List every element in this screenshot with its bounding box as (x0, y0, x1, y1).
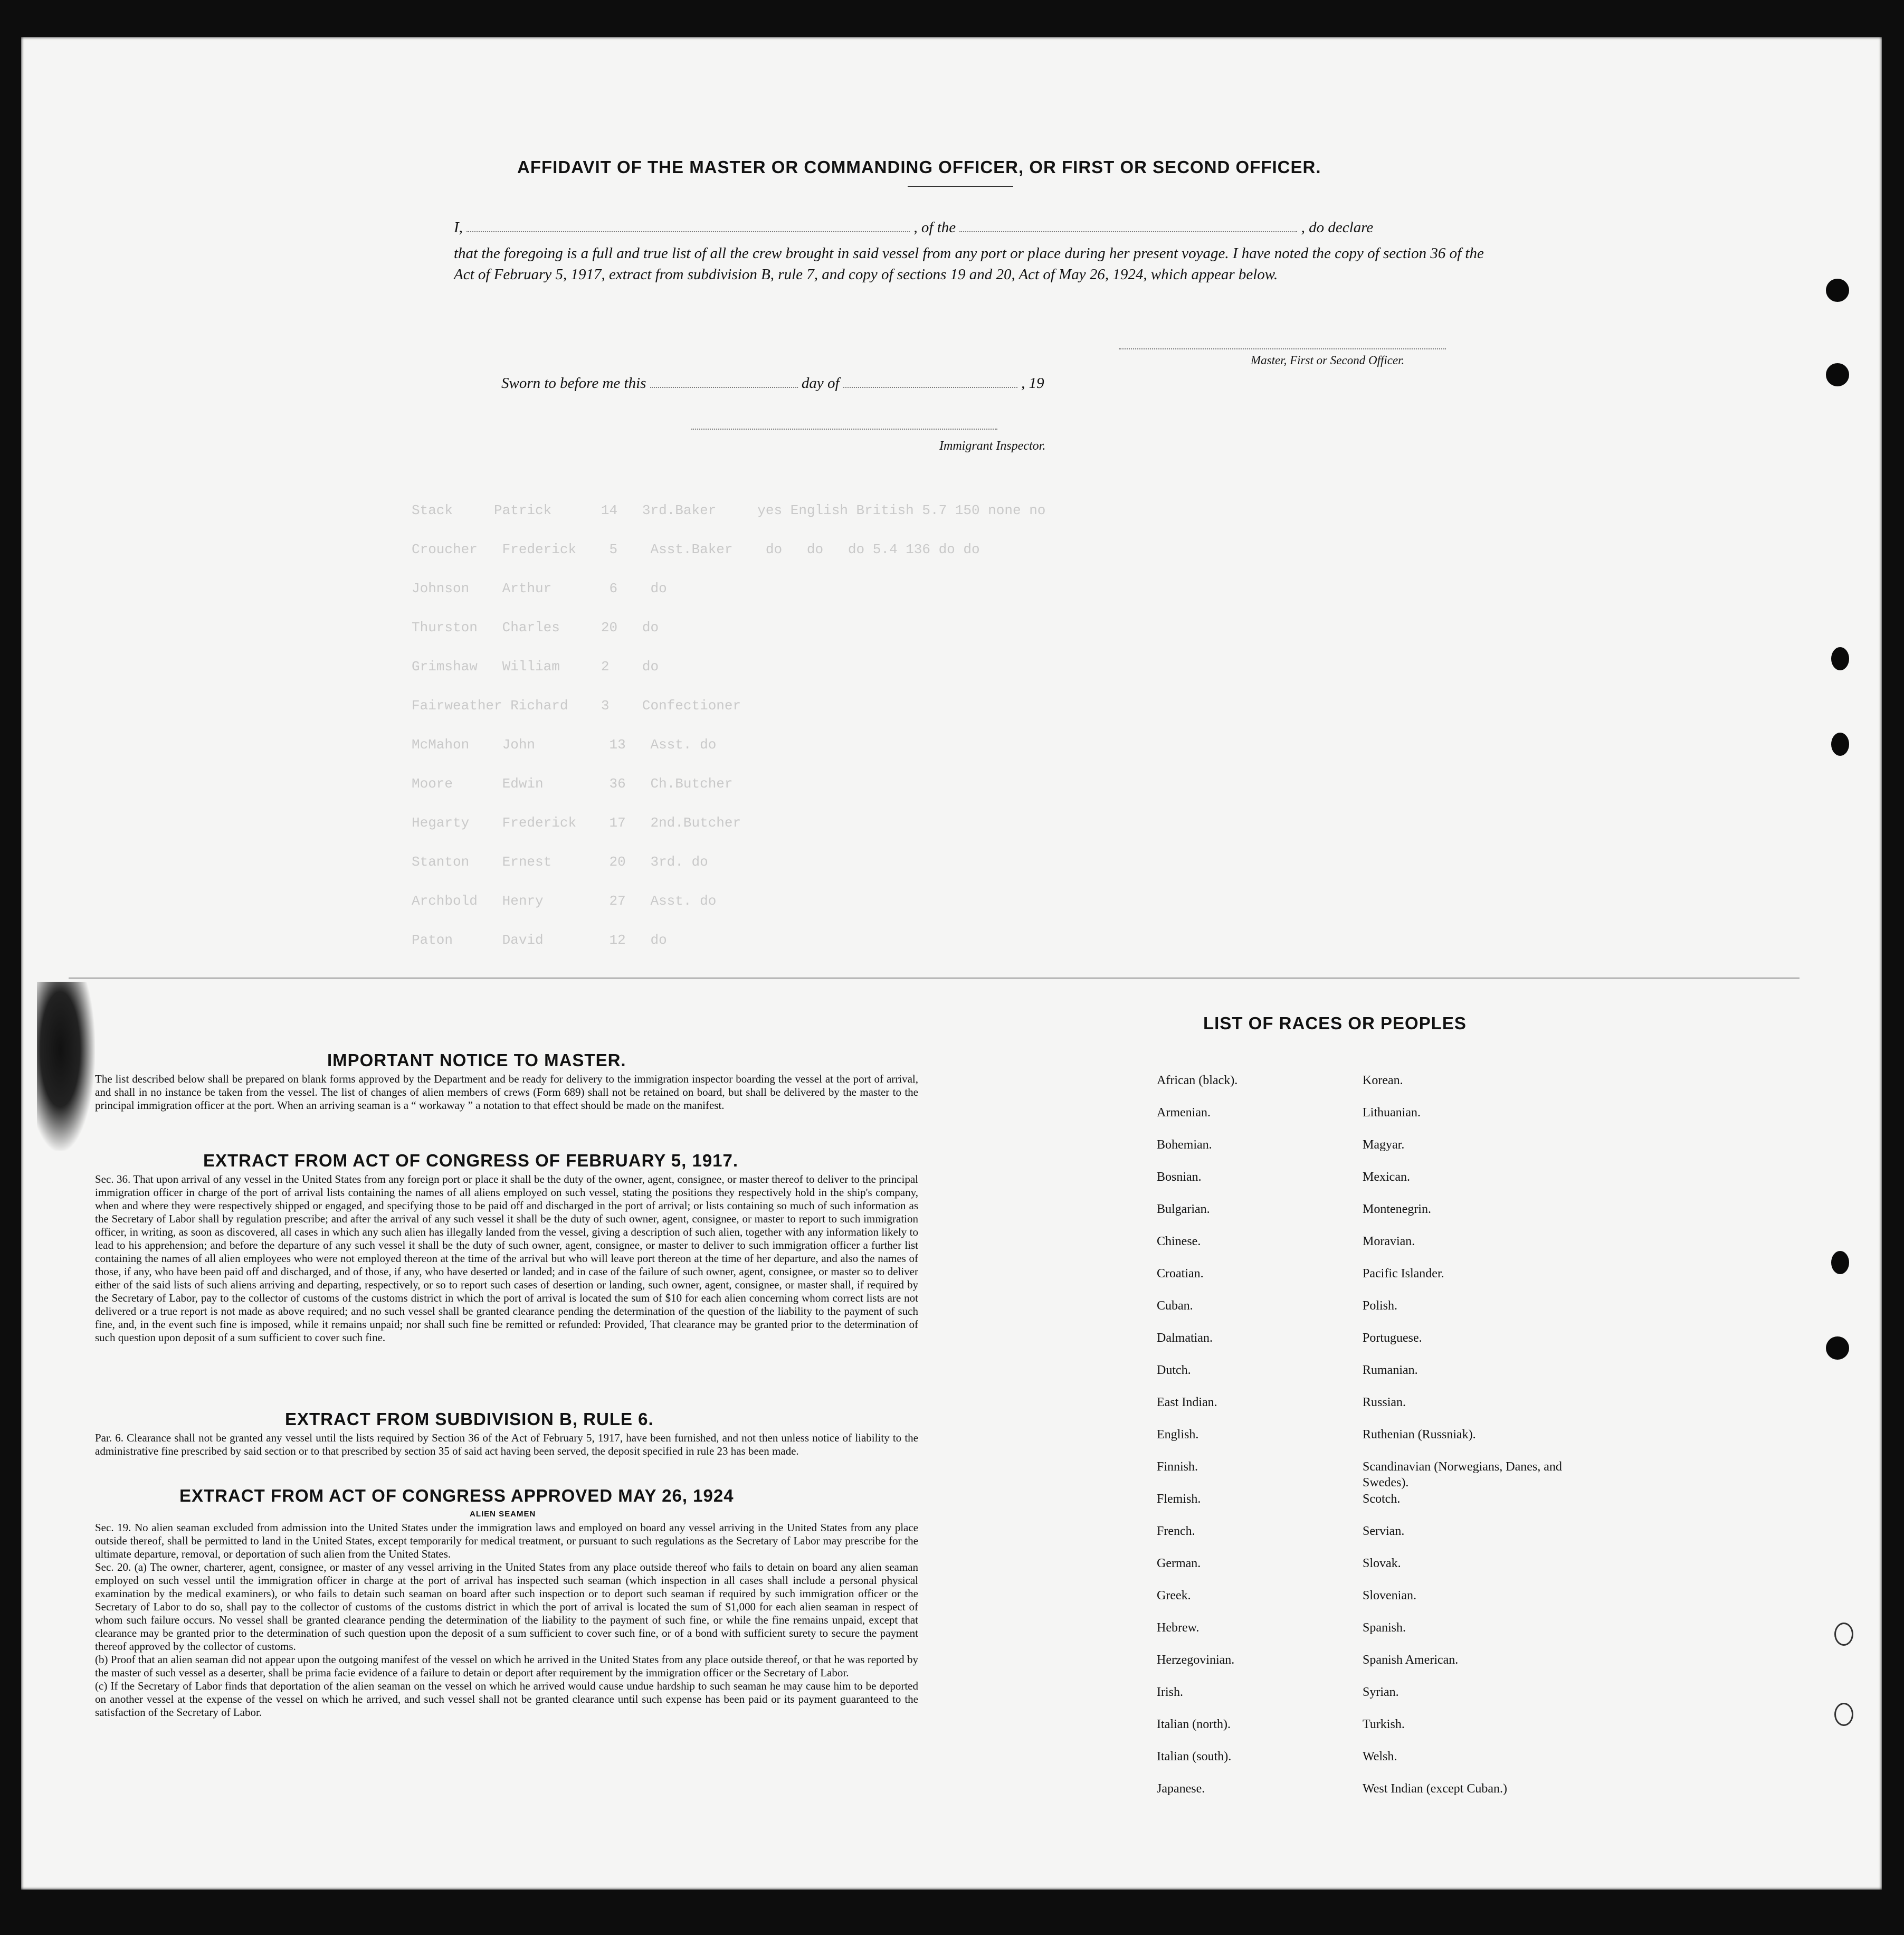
race-item: Finnish. (1157, 1460, 1198, 1474)
binder-hole (1831, 647, 1849, 670)
race-item: Mexican. (1363, 1170, 1410, 1184)
race-item: Servian. (1363, 1524, 1405, 1538)
master-signature-line[interactable] (1119, 348, 1446, 349)
binder-hole (1831, 733, 1849, 756)
affidavit-title: AFFIDAVIT OF THE MASTER OR COMMANDING OFFICER, OR FIRST OR SECOND OFFICER. (517, 157, 1321, 177)
race-item: Montenegrin. (1363, 1202, 1431, 1216)
inspector-label: Immigrant Inspector. (939, 439, 1046, 453)
affidavit-body: that the foregoing is a full and true list of all the crew brought in said vessel from any port or place during her present voyage. I have noted the copy of section 36 of the Act of February 5, 1917, extract from subdivision B, rule 7, and copy of sections 19 and 20, Act of May 26, 1924, which appear below. (454, 245, 1484, 283)
race-item: Bulgarian. (1157, 1202, 1210, 1216)
name-field[interactable] (467, 231, 910, 232)
document-sheet (21, 37, 1882, 1890)
rule6-title: EXTRACT FROM SUBDIVISION B, RULE 6. (285, 1409, 654, 1429)
notice-title: IMPORTANT NOTICE TO MASTER. (327, 1050, 626, 1070)
inspector-signature-line[interactable] (691, 429, 997, 430)
race-item: Slovak. (1363, 1557, 1401, 1570)
sec-20b: (b) Proof that an alien seaman did not appear upon the outgoing manifest of the vessel on which he arrived in the United States from any place outside thereof, or that he was reported by the master of such vessel as a deserter, shall be prima facie evidence of a failure to detain or deport after requirement by the immigration officer or the Secretary of Labor. (95, 1653, 918, 1679)
race-item: Pacific Islander. (1363, 1267, 1444, 1280)
race-item: Greek. (1157, 1589, 1191, 1602)
section-divider (69, 978, 1800, 979)
race-item: Bohemian. (1157, 1138, 1212, 1152)
sec-20c: (c) If the Secretary of Labor finds that deportation of the alien seaman on the vessel on which he arrived would cause undue hardship to such seaman he may cause him to be deported on another vessel at the expense of the vessel on which he arrived, and such vessel shall not be granted clearance until such expense has been paid or its payment guaranteed to the satisfaction of the Secretary of Labor. (95, 1680, 918, 1719)
day-field[interactable] (650, 387, 798, 388)
race-item: Lithuanian. (1363, 1106, 1421, 1120)
label-of-the: , of the (913, 219, 956, 236)
races-title: LIST OF RACES OR PEOPLES (1203, 1013, 1467, 1033)
sworn-line (501, 375, 1044, 392)
label-i: I, (454, 219, 463, 236)
vessel-field[interactable] (959, 231, 1297, 232)
race-item: East Indian. (1157, 1396, 1217, 1409)
notice-body: The list described below shall be prepared on blank forms approved by the Department and be ready for delivery to the immigration inspector boarding the vessel at the port of arrival, and shall in no instance be taken from the vessel. The list of changes of alien members of crews (Form 689) shall not be retained on board, but shall be delivered by the master to the principal immigration officer at the port. When an arriving seaman is a “ workaway ” a notation to that effect should be made on the manifest. (95, 1073, 918, 1112)
races-left-column (1157, 1073, 1347, 1813)
race-item: Chinese. (1157, 1235, 1201, 1248)
race-item: Syrian. (1363, 1685, 1399, 1699)
sec-20a: Sec. 20. (a) The owner, charterer, agent, consignee, or master of any vessel arriving in the United States from any place outside thereof who fails to detain on board any alien seaman employed on such vessel until the immigration officer in charge at the port of arrival has inspected such seaman (which inspection in all cases shall include a personal physical examination by the medical examiners), or who fails to detain such seaman on board after such inspection or to deport such seaman if required by such immigration officer or the Secretary of Labor to do so, shall pay to the collector of customs of the customs district in which the port of arrival is located the sum of $1,000 for each alien seaman in respect of whom such failure occurs. No vessel shall be granted clearance pending the determination of the liability to the payment of such fine, or while the fine remains unpaid, except that clearance may be granted prior to the determination of such question upon the deposit of a sum sufficient to cover such fine, or of a bond with sufficient surety to secure the payment thereof approved by the collector of customs. (95, 1561, 918, 1653)
race-item: French. (1157, 1524, 1195, 1538)
race-item: Rumanian. (1363, 1363, 1418, 1377)
race-item: Moravian. (1363, 1235, 1415, 1248)
extract-1917-body: Sec. 36. That upon arrival of any vessel in the United States from any foreign port or place it shall be the duty of the owner, agent, consignee, or master thereof to deliver to the principal immigration officer in charge of the port of arrival lists containing the names of all aliens employed on such vessel, stating the positions they respectively hold in the ship's company, when and where they were respectively shipped or engaged, and specifying those to be paid off and discharged in the port of arrival; or lists containing so much of such information as the Secretary of Labor shall by regulation prescribe; and after the arrival of any such vessel it shall be the duty of such owner, agent, consignee, or master to report to such immigration officer, in writing, as soon as discovered, all cases in which any such alien has illegally landed from the vessel, giving a description of such alien, together with any information likely to lead to his apprehension; and before the departure of any such vessel it shall be the duty of such owner, agent, consignee, or master to deliver to such immigration officer a further list containing the names of all alien employees who were not employed thereon at the time of the arrival but who will leave port thereon at the time of her departure, and also the names of those, if any, who have been paid off and discharged, and of those, if any, who have deserted or landed; and in case of the failure of such owner, agent, consignee, or master so to deliver either of the said lists of such aliens arriving and departing, respectively, or so to report such cases of desertion or landing, such owner, agent, consignee, or master shall, if required by the Secretary of Labor, pay to the collector of customs of the customs district in which the port of arrival is located the sum of $10 for each alien concerning whom correct lists are not delivered or a true report is not made as above required; and no such vessel shall be granted clearance pending the determination of the question of the liability to the payment of such fine, and, in the event such fine is imposed, while it remains unpaid; nor shall such fine be remitted or refunded: Provided, That clearance may be granted prior to the determination of such question upon deposit of a sum sufficient to cover such fine. (95, 1173, 918, 1344)
race-item: Scandinavian (Norwegians, Danes, and Swedes). (1363, 1460, 1562, 1490)
race-item: Magyar. (1363, 1138, 1405, 1152)
race-item: Portuguese. (1363, 1331, 1422, 1345)
binder-hole (1826, 1336, 1849, 1360)
race-item: African (black). (1157, 1074, 1238, 1087)
race-item: Cuban. (1157, 1299, 1193, 1313)
sec-19: Sec. 19. No alien seaman excluded from admission into the United States under the immigration laws and employed on board any vessel arriving in the United States from any place outside thereof, shall be permitted to land in the United States, except temporarily for medical treatment, or pursuant to such regulations as the Secretary of Labor may prescribe for the ultimate departure, removal, or deportation of such alien from the United States. (95, 1521, 918, 1560)
race-item: Armenian. (1157, 1106, 1211, 1120)
race-item: Bosnian. (1157, 1170, 1202, 1184)
race-item: Ruthenian (Russniak). (1363, 1428, 1476, 1441)
race-item: Scotch. (1363, 1492, 1401, 1506)
race-item: Russian. (1363, 1396, 1406, 1409)
rule6-body: Par. 6. Clearance shall not be granted any vessel until the lists required by Section 36 of the Act of February 5, 1917, have been furnished, and not then unless notice of liability to the administrative fine prescribed by said section or to that prescribed by section 35 of said act having been served, the deposit specified in rule 23 has been made. (95, 1431, 918, 1457)
race-item: German. (1157, 1557, 1201, 1570)
race-item: West Indian (except Cuban.) (1363, 1782, 1507, 1796)
binder-hole (1834, 1623, 1853, 1646)
ink-blot (37, 982, 95, 1151)
race-item: Italian (south). (1157, 1750, 1232, 1763)
race-item: Dalmatian. (1157, 1331, 1213, 1345)
race-item: English. (1157, 1428, 1199, 1441)
month-field[interactable] (843, 387, 1017, 388)
label-do-declare: , do declare (1301, 219, 1374, 236)
affidavit-line1 (454, 219, 1499, 236)
race-item: Herzegovinian. (1157, 1653, 1235, 1667)
races-right-column (1363, 1073, 1584, 1813)
alien-seamen-subtitle: ALIEN SEAMEN (470, 1510, 536, 1519)
race-item: Korean. (1363, 1074, 1403, 1087)
race-item: Welsh. (1363, 1750, 1397, 1763)
race-item: Spanish. (1363, 1621, 1406, 1635)
extract-1924-text (95, 1521, 918, 1719)
race-item: Irish. (1157, 1685, 1183, 1699)
race-item: Slovenian. (1363, 1589, 1416, 1602)
race-item: Italian (north). (1157, 1718, 1231, 1731)
extract-1924-title: EXTRACT FROM ACT OF CONGRESS APPROVED MAY 26, 1924 (179, 1486, 734, 1505)
binder-hole (1831, 1251, 1849, 1274)
race-item: Hebrew. (1157, 1621, 1199, 1635)
binder-hole (1834, 1703, 1853, 1726)
title-underline (908, 186, 1013, 187)
extract-1917-title: EXTRACT FROM ACT OF CONGRESS OF FEBRUARY 5, 1917. (203, 1151, 739, 1170)
bleed-through-text: Stack Patrick 14 3rd.Baker yes English British 5.7 150 none no Croucher Frederick 5 Asst.Baker do do do 5.4 136 do do Johnson Arthur 6 do Thurston Charles 20 do Grimshaw William 2 do Fairweather Richard 3 Confectioner McMahon John 13 Asst. do Moore Edwin 36 Ch.Butcher Hegarty Frederick 17 2nd.Butcher Stanton Ernest 20 3rd. do Archbold Henry 27 Asst. do Paton David 12 do (412, 502, 1046, 948)
race-item: Croatian. (1157, 1267, 1204, 1280)
day-of-label: day of (801, 375, 840, 392)
race-item: Spanish American. (1363, 1653, 1459, 1667)
year-label: , 19 (1021, 375, 1044, 392)
race-item: Flemish. (1157, 1492, 1201, 1506)
race-item: Polish. (1363, 1299, 1398, 1313)
race-item: Dutch. (1157, 1363, 1191, 1377)
binder-hole (1826, 279, 1849, 302)
race-item: Japanese. (1157, 1782, 1205, 1796)
master-label: Master, First or Second Officer. (1251, 354, 1405, 367)
binder-hole (1826, 363, 1849, 386)
race-item: Turkish. (1363, 1718, 1405, 1731)
sworn-label: Sworn to before me this (501, 375, 646, 392)
